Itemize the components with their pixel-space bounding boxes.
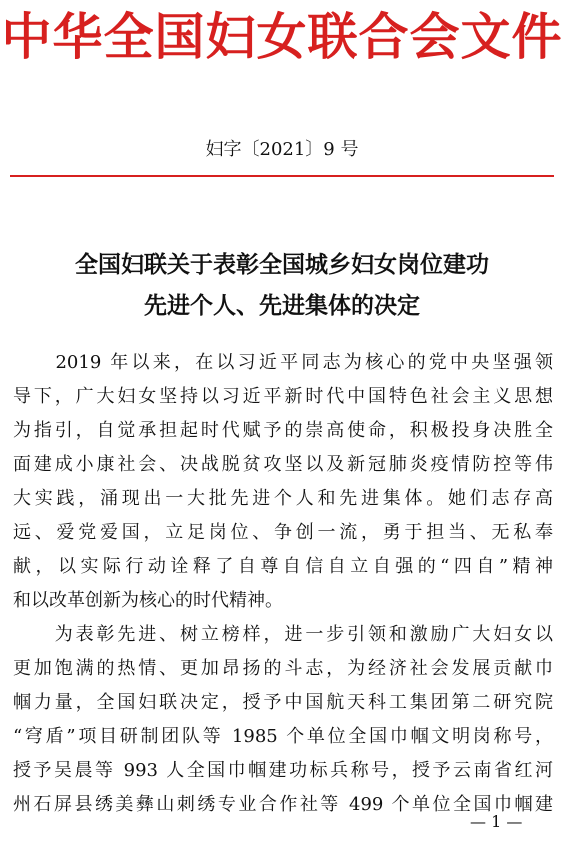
paragraph-1-line: 远、爱党爱国，立足岗位、争创一流，勇于担当、无私奉	[13, 522, 553, 543]
paragraph-1-line: 献，以实际行动诠释了自尊自信自立自强的“四自”精神	[13, 556, 553, 577]
paragraph-2-line: 为表彰先进、树立榜样，进一步引领和激励广大妇女以	[13, 624, 553, 645]
page-number: — 1 —	[470, 812, 523, 831]
paragraph-1-line: 2019 年以来，在以习近平同志为核心的党中央坚强领	[13, 352, 553, 373]
document-title-line-1: 全国妇联关于表彰全国城乡妇女岗位建功	[75, 252, 489, 278]
paragraph-1-line: 和以改革创新为核心的时代精神。	[13, 590, 283, 611]
document-title-line-2: 先进个人、先进集体的决定	[144, 293, 420, 319]
paragraph-2-line: 更加饱满的热情、更加昂扬的斗志，为经济社会发展贡献巾	[13, 658, 553, 679]
paragraph-2-line: 帼力量，全国妇联决定，授予中国航天科工集团第二研究院	[13, 692, 553, 713]
document-number: 妇字〔2021〕9 号	[205, 139, 359, 160]
paragraph-2-line: 授予吴晨等 993 人全国巾帼建功标兵称号，授予云南省红河	[13, 760, 553, 781]
paragraph-1-line: 面建成小康社会、决战脱贫攻坚以及新冠肺炎疫情防控等伟	[13, 454, 553, 475]
paragraph-1-line: 大实践，涌现出一大批先进个人和先进集体。她们志存高	[13, 488, 553, 509]
paragraph-1-line: 为指引，自觉承担起时代赋予的崇高使命，积极投身决胜全	[13, 420, 553, 441]
document-body	[13, 346, 553, 822]
document-header-title: 中华全国妇女联合会文件	[1, 8, 563, 66]
paragraph-2-line: 州石屏县绣美彝山刺绣专业合作社等 499 个单位全国巾帼建	[13, 794, 553, 815]
paragraph-2-line: “穹盾”项目研制团队等 1985 个单位全国巾帼文明岗称号，	[13, 726, 553, 747]
red-divider-line	[10, 175, 554, 177]
paragraph-1-line: 导下，广大妇女坚持以习近平新时代中国特色社会主义思想	[13, 386, 553, 407]
document-title	[0, 245, 564, 327]
